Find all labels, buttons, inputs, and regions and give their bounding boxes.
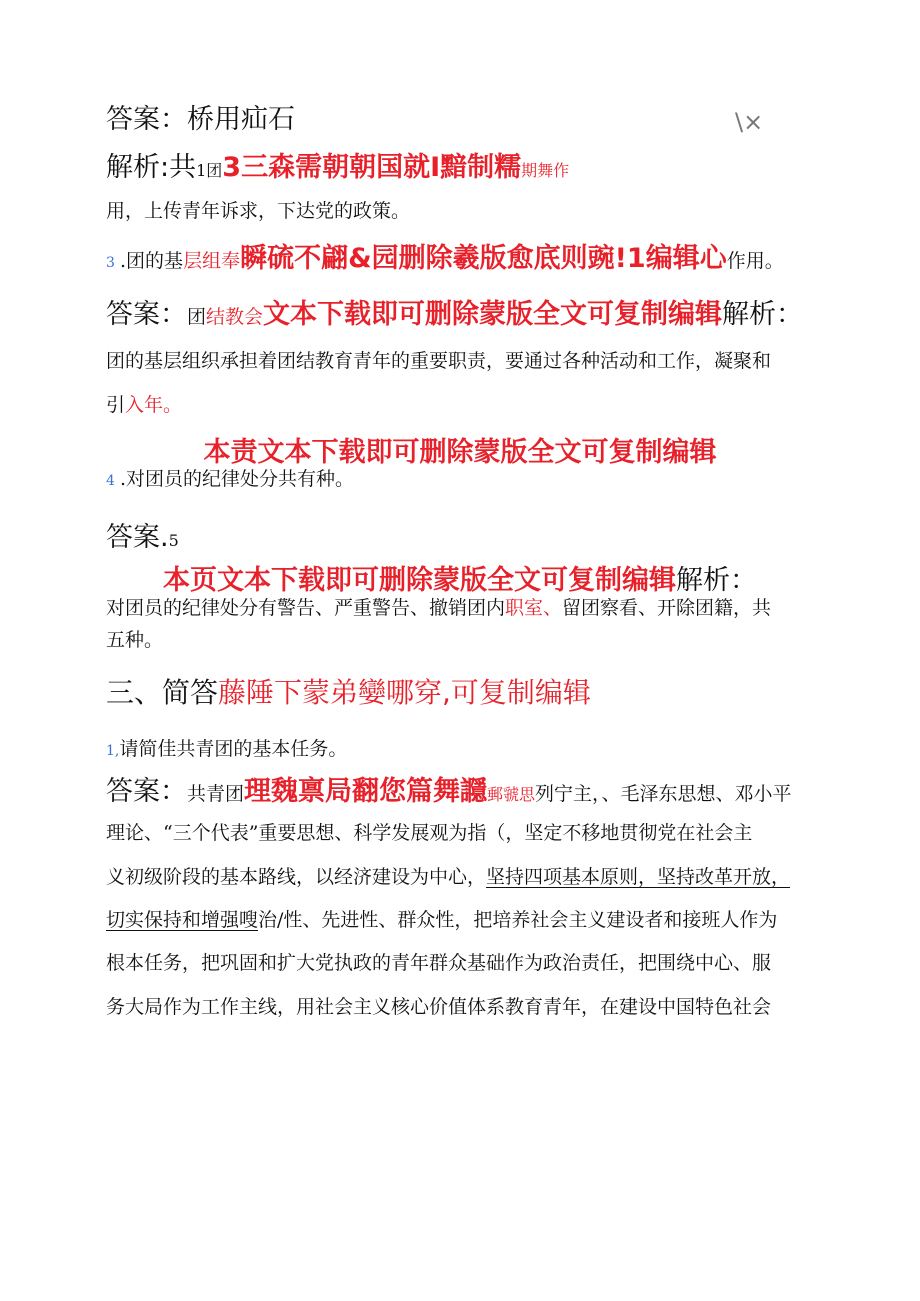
answer-body <box>106 866 790 889</box>
analysis-red-text: 职室、 <box>505 597 563 619</box>
answer-body: 理论、“三个代表”重要思想、科学发展观为指（，坚定不移地贯彻党在社会主 <box>106 822 753 844</box>
answer-body <box>106 909 777 932</box>
answer-number: 5 <box>168 531 179 550</box>
section-heading <box>106 676 591 710</box>
corner-mark: \× <box>735 108 764 136</box>
question-3 <box>106 243 784 275</box>
analysis-body: 五种。 <box>106 629 164 651</box>
answer-text: 桥用疝石 <box>187 104 295 135</box>
analysis-label: 解析： <box>676 565 757 596</box>
answer-label: 答案： <box>106 104 187 135</box>
analysis-label: 解析:共 <box>106 152 197 183</box>
watermark-line <box>0 558 920 597</box>
analysis-body: 用，上传青年诉求，下达党的政策。 <box>106 200 411 222</box>
short-question-1 <box>106 738 347 761</box>
watermark-text: 藤陲下蒙弟孌哪穿,可复制编辑 <box>218 676 591 709</box>
analysis-small: 1团 <box>196 161 223 180</box>
watermark-banner: 本页文本下载即可删除蒙版全文可复制编辑 <box>163 565 676 596</box>
watermark-small: 郵虢思 <box>487 785 536 804</box>
analysis-red-text: 入年。 <box>125 394 183 416</box>
analysis-body <box>106 597 771 620</box>
analysis-label: 解析： <box>722 299 804 330</box>
analysis-text: 引 <box>106 394 126 416</box>
analysis-body: 团的基层组织承担着团结教育青年的重要职责，要通过各种活动和工作，凝聚和 <box>106 350 772 372</box>
watermark-small: 期舞作 <box>521 161 570 180</box>
underlined-text: 坚持四项基本原则，坚持改革开放， <box>486 866 791 888</box>
question-text: .对团员的纪律处分共有种。 <box>120 468 355 490</box>
answer-text: 团 <box>187 306 207 328</box>
answer-body: 务大局作为工作主线，用社会主义核心价值体系教育青年，在建设中国特色社会 <box>106 996 772 1018</box>
watermark-text: 理魏禀局翻您篇舞讔 <box>244 776 488 807</box>
analysis-text: 对团员的纪律处分有警告、严重警告、撤销团内 <box>106 597 506 619</box>
watermark-text: 瞬硫不翩&园删除羲版愈底则豌!1编辑心 <box>240 243 727 274</box>
question-red-text: 层组奉 <box>183 250 241 272</box>
watermark-banner: 本责文本下载即可删除蒙版全文可复制编辑 <box>203 437 717 468</box>
answer-red-text: 结教会 <box>206 306 264 328</box>
question-text-end: 作用。 <box>726 250 784 272</box>
answer-text-end: 列宁主，、毛泽东思想、邓小平 <box>535 783 792 805</box>
answer-line <box>106 104 295 136</box>
analysis-body <box>106 394 182 417</box>
question-number: 4 <box>106 473 115 489</box>
analysis-text-end: 留团察看、开除团籍，共 <box>562 597 772 619</box>
answer-text: 义初级阶段的基本路线，以经济建设为中心， <box>106 866 487 888</box>
answer-text: 共青团 <box>187 783 245 805</box>
watermark-text: 3三森需朝朝国就I黯制糯 <box>222 152 522 183</box>
answer-label: 答案： <box>106 776 187 807</box>
question-text: .团的基 <box>120 250 184 272</box>
section-title: 三、简答 <box>106 676 219 709</box>
question-number: 3 <box>106 255 115 271</box>
question-number: 1, <box>106 743 120 759</box>
answer-line <box>106 299 803 331</box>
question-text: 请简佳共青团的基本任务。 <box>119 738 348 760</box>
question-4 <box>106 468 354 491</box>
answer-line <box>106 522 179 554</box>
answer-text: 治/性、先进性、群众性，把培养社会主义建设者和接班人作为 <box>258 909 778 931</box>
underlined-text: 切实保持和增强嗖 <box>106 909 259 931</box>
analysis-line <box>106 152 569 184</box>
answer-label: 答案： <box>106 299 187 330</box>
answer-body: 根本任务，把巩固和扩大党执政的青年群众基础作为政治责任，把围绕中心、服 <box>106 952 772 974</box>
answer-label: 答案. <box>106 522 169 553</box>
answer-line <box>106 776 792 808</box>
watermark-text: 文本下载即可删除蒙版全文可复制编辑 <box>263 299 723 330</box>
